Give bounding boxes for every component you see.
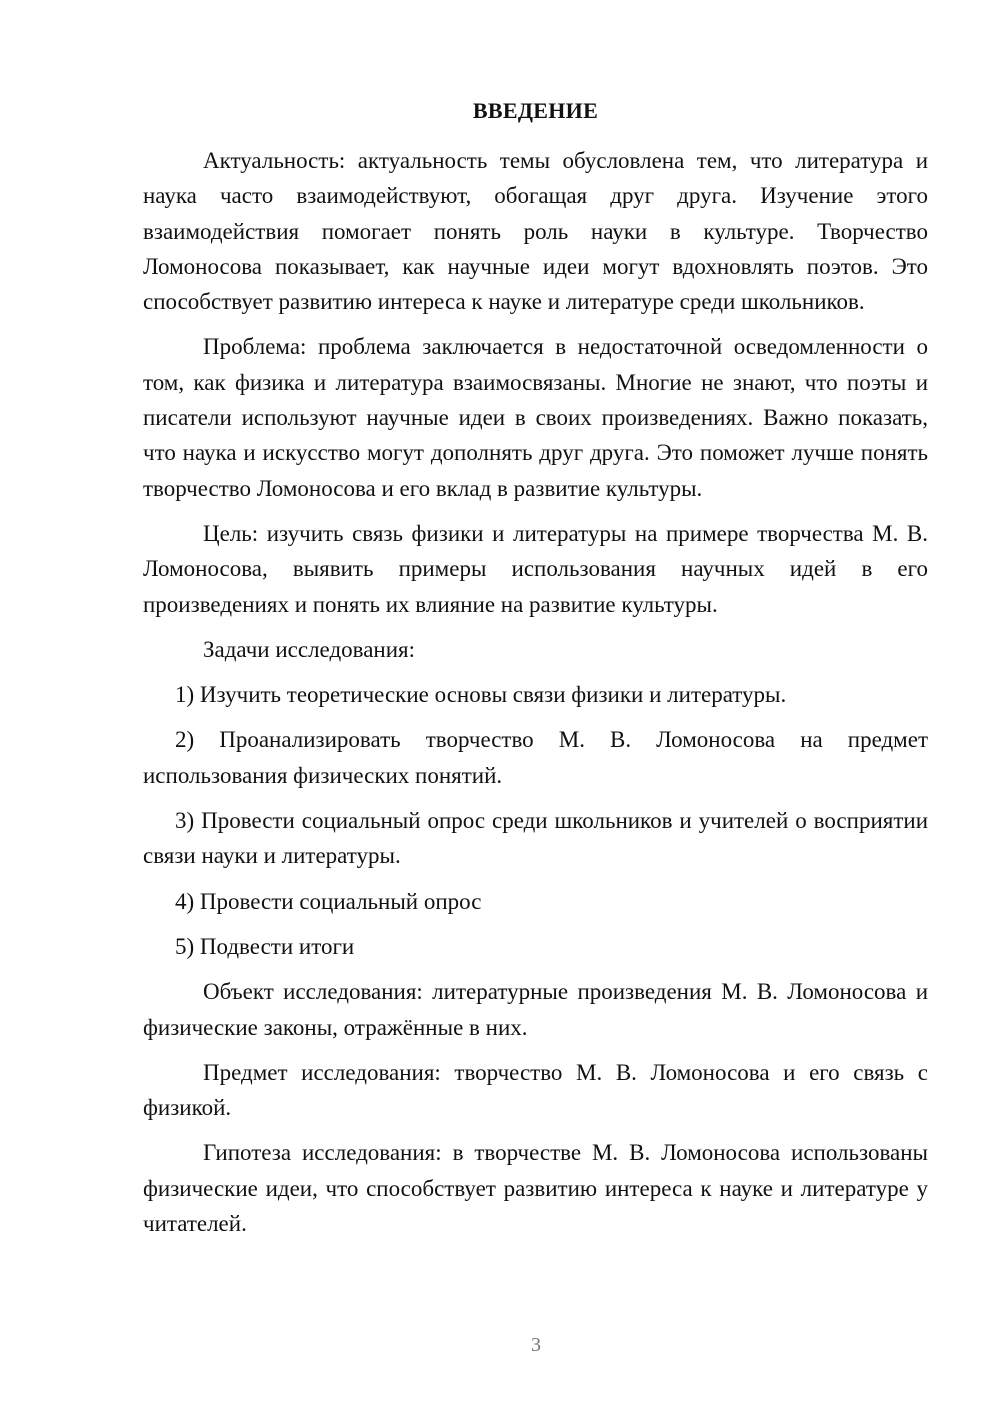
page-title: ВВЕДЕНИЕ: [472, 98, 599, 123]
paragraph-goal: Цель: изучить связь физики и литературы на примере творчества М. В. Ломоносова, выявить примеры использования научных идей в его произведениях и понять их влияние на развитие культуры.: [143, 520, 928, 617]
list-item: 1) Изучить теоретические основы связи физики и литературы.: [175, 682, 787, 708]
list-item: 2) Проанализировать творчество М. В. Ломоносова на предмет использования физических понятий.: [143, 727, 928, 788]
paragraph-object: Объект исследования: литературные произведения М. В. Ломоносова и физические законы, отражённые в них.: [143, 979, 928, 1040]
paragraph-problem: Проблема: проблема заключается в недостаточной осведомленности о том, как физика и литература взаимосвязаны. Многие не знают, что поэты и писатели используют научные идеи в своих произведениях. Важно показать, что наука и искусство могут дополнять друг друга. Это поможет лучше понять творчество Ломоносова и его вклад в развитие культуры.: [143, 334, 928, 501]
list-item: 4) Провести социальный опрос: [175, 888, 482, 914]
tasks-list: [143, 677, 928, 964]
list-item: 3) Провести социальный опрос среди школьников и учителей о восприятии связи науки и литературы.: [143, 808, 928, 869]
tasks-heading: Задачи исследования:: [203, 636, 416, 662]
page-number: 3: [531, 1334, 541, 1356]
page-content: [143, 96, 928, 1251]
paragraph-hypothesis: Гипотеза исследования: в творчестве М. В. Ломоносова использованы физические идеи, что способствует развитию интереса к науке и литературе у читателей.: [143, 1140, 928, 1237]
paragraph-relevance: Актуальность: актуальность темы обусловлена тем, что литература и наука часто взаимодействуют, обогащая друг друга. Изучение этого взаимодействия помогает понять роль науки в культуре. Творчество Ломоносова показывает, как научные идеи могут вдохновлять поэтов. Это способствует развитию интереса к науке и литературе среди школьников.: [143, 148, 928, 315]
list-item: 5) Подвести итоги: [175, 933, 355, 959]
paragraph-subject: Предмет исследования: творчество М. В. Ломоносова и его связь с физикой.: [143, 1059, 928, 1121]
